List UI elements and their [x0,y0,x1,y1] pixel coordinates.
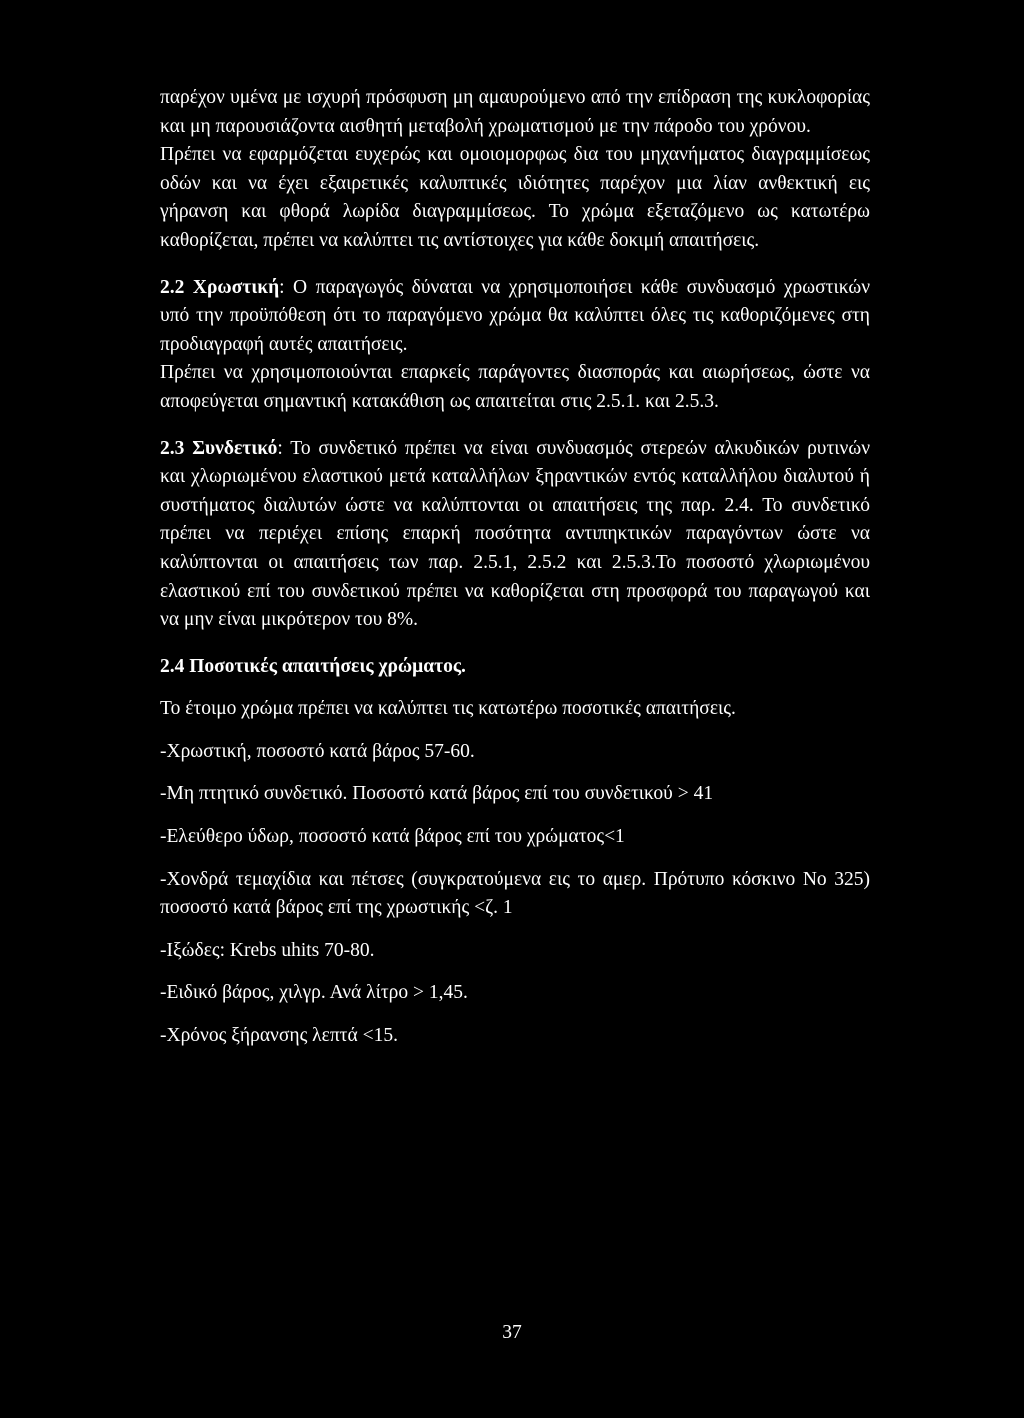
section-2-2-paragraph-2: Πρέπει να χρησιμοποιούνται επαρκείς παράγοντες διασποράς και αιωρήσεως, ώστε να αποφεύγεται σημαντική κατακάθιση ως απαιτείται στις 2.5.1. και 2.5.3. [160,362,870,412]
requirement-item-viscosity: -Ιξώδες: Krebs uhits 70-80. [160,939,375,961]
section-2-3-paragraph [160,435,870,635]
section-2-2-text-1: : Ο παραγωγός δύναται να χρησιμοποιήσει κάθε συνδυασμό χρωστικών υπό την προϋπόθεση ότι το παραγόμενο χρώμα θα καλύπτει όλες τις καθοριζόμενες στη προδιαγραφή αυτές απαιτήσεις. [160,276,871,355]
section-2-3-text: : Το συνδετικό πρέπει να είναι συνδυασμός στερεών αλκυδικών ρυτινών και χλωριωμένου ελαστικού μετά καταλλήλων ξηραντικών εντός καταλλήλου διαλυτού ή συστήματος διαλυτών ώστε να καλύπτονται οι απαιτήσεις της παρ. 2.4. Το συνδετικό πρέπει να περιέχει επίσης επαρκή ποσότητα αντιπηκτικών παραγόντων ώστε να καλύπτονται οι απαιτήσεις των παρ. 2.5.1, 2.5.2 και 2.5.3.Το ποσοστό χλωριωμένου ελαστικού επί του συνδετικού πρέπει να καθορίζεται στη προσφορά του παραγωγού και να μην είναι μικρότερον του 8%. [160,437,871,631]
intro-paragraph-1: παρέχον υμένα με ισχυρή πρόσφυση μη αμαυρούμενο από την επίδραση της κυκλοφορίας και μη παρουσιάζοντα αισθητή μεταβολή χρωματισμού με την πάροδο του χρόνου. [160,87,870,137]
section-2-3-number: 2.3 [160,437,185,459]
requirement-item-density: -Ειδικό βάρος, χιλγρ. Ανά λίτρο > 1,45. [160,982,468,1004]
requirement-item-coarse-particles: -Χονδρά τεμαχίδια και πέτσες (συγκρατούμενα εις το αμερ. Πρότυπο κόσκινο Νο 325) ποσοστό κατά βάρος επί της χρωστικής <ζ. 1 [160,868,870,919]
section-2-2-paragraph-1 [160,274,870,360]
requirement-item-drying-time: -Χρόνος ξήρανσης λεπτά <15. [160,1025,398,1047]
requirement-item-water: -Ελεύθερο ύδωρ, ποσοστό κατά βάρος επί του χρώματος<1 [160,826,625,848]
section-2-4-heading: 2.4 Ποσοτικές απαιτήσεις χρώματος. [160,655,466,677]
requirement-item-pigment: -Χρωστική, ποσοστό κατά βάρος 57-60. [160,740,475,762]
document-page [160,84,870,1051]
requirement-item-binder: -Μη πτητικό συνδετικό. Ποσοστό κατά βάρος επί του συνδετικού > 41 [160,783,714,805]
section-2-4-intro: Το έτοιμο χρώμα πρέπει να καλύπτει τις κατωτέρω ποσοτικές απαιτήσεις. [160,698,736,720]
section-2-2-number: 2.2 [160,276,185,298]
section-2-3-title: Συνδετικό [192,437,278,459]
intro-paragraph-2: Πρέπει να εφαρμόζεται ευχερώς και ομοιομορφως δια του μηχανήματος διαγραμμίσεως οδών και να έχει εξαιρετικές καλυπτικές ιδιότητες παρέχον μια λίαν ανθεκτική εις γήρανση και φθορά λωρίδα διαγραμμίσεως. Το χρώμα εξεταζόμενο ως κατωτέρω καθορίζεται, πρέπει να καλύπτει τις αντίστοιχες για κάθε δοκιμή απαιτήσεις. [160,144,870,251]
section-2-2-title: Χρωστική [192,276,280,298]
page-number: 37 [502,1322,522,1343]
